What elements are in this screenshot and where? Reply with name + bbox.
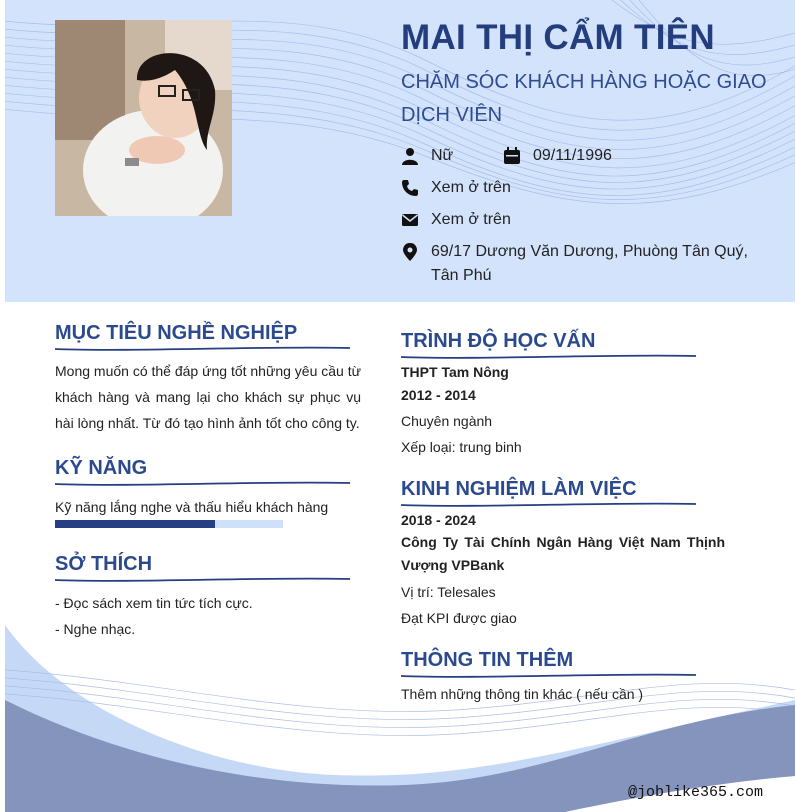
hobby-item: - Đọc sách xem tin tức tích cực. — [55, 595, 253, 611]
experience-company: Công Ty Tài Chính Ngân Hàng Việt Nam Thịnh Vượng VPBank — [401, 534, 725, 573]
phone-value: Xem ở trên — [431, 179, 511, 196]
email-info — [401, 208, 771, 232]
hobbies-title: SỞ THÍCH — [55, 553, 153, 575]
resume-page — [5, 0, 795, 812]
watermark: @joblike365.com — [628, 784, 764, 801]
objective-text: Mong muốn có thể đáp ứng tốt những yêu cầu từ khách hàng và mang lại cho khách sự phục vụ hài lòng nhất. Từ đó tạo hình ảnh tốt cho công ty. — [55, 363, 361, 431]
profile-photo-illustration — [55, 20, 232, 216]
birthday-value: 09/11/1996 — [533, 147, 612, 164]
education-title-underline — [401, 352, 696, 360]
experience-position: Vị trí: Telesales — [401, 584, 496, 600]
additional-info-text: Thêm những thông tin khác ( nếu cần ) — [401, 686, 644, 702]
additional-info-title-underline — [401, 671, 696, 679]
location-pin-icon — [401, 243, 419, 261]
job-title: CHĂM SÓC KHÁCH HÀNG HOẶC GIAO DỊCH VIÊN — [401, 71, 767, 126]
skill-name: Kỹ năng lắng nghe và thấu hiểu khách hàng — [55, 499, 329, 515]
address-info — [401, 240, 771, 290]
education-years: 2012 - 2014 — [401, 387, 476, 403]
additional-info-title: THÔNG TIN THÊM — [401, 649, 574, 671]
gender-value: Nữ — [431, 147, 454, 164]
experience-achievement: Đạt KPI được giao — [401, 610, 517, 626]
phone-icon — [401, 179, 419, 197]
education-major: Chuyên ngành — [401, 413, 493, 429]
skills-title-underline — [55, 479, 350, 487]
experience-years: 2018 - 2024 — [401, 512, 476, 528]
address-value: 69/17 Dương Văn Dương, Phuòng Tân Quý, Tân Phú — [431, 243, 748, 284]
objective-title: MỤC TIÊU NGHỀ NGHIỆP — [55, 322, 298, 344]
skill-level-fill — [55, 520, 215, 528]
education-grade: Xếp loại: trung binh — [401, 439, 522, 455]
profile-photo — [55, 20, 232, 216]
calendar-icon — [503, 147, 521, 165]
objective-title-underline — [55, 344, 350, 352]
experience-title: KINH NGHIỆM LÀM VIỆC — [401, 478, 637, 500]
education-title: TRÌNH ĐỘ HỌC VẤN — [401, 330, 596, 352]
experience-title-underline — [401, 500, 696, 508]
gender-info — [401, 144, 501, 168]
email-value: Xem ở trên — [431, 211, 511, 228]
candidate-name: MAI THỊ CẨM TIÊN — [401, 18, 715, 57]
birthday-info — [503, 144, 653, 168]
skill-level-bar — [55, 520, 283, 528]
mail-icon — [401, 211, 419, 229]
education-school: THPT Tam Nông — [401, 364, 509, 380]
phone-info — [401, 176, 771, 200]
user-icon — [401, 147, 419, 165]
hobbies-title-underline — [55, 575, 350, 583]
hobby-item: - Nghe nhạc. — [55, 621, 136, 637]
skills-title: KỸ NĂNG — [55, 457, 148, 479]
